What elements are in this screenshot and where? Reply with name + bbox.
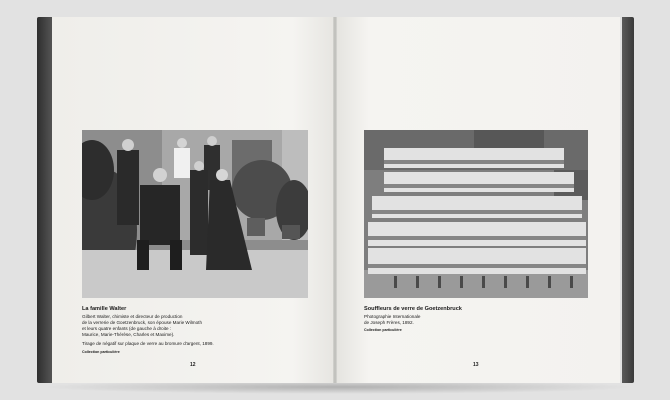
book-cover-right bbox=[622, 17, 634, 383]
book-gutter bbox=[333, 17, 337, 383]
left-caption-line-1: Gilbert Walter, chimiste et directeur de production bbox=[82, 314, 183, 319]
left-caption-line-2: de la verrerie de Goetzenbruck, son épouse Marie Wilmoth bbox=[82, 320, 203, 325]
left-page-number: 12 bbox=[190, 362, 196, 368]
left-caption-title: La famille Walter bbox=[82, 306, 127, 312]
right-page-number: 13 bbox=[473, 362, 479, 368]
family-photo bbox=[82, 130, 308, 298]
right-collection-label: Collection particulière bbox=[364, 328, 402, 332]
open-book bbox=[37, 17, 634, 383]
right-caption-title: Souffleurs de verre de Goetzenbruck bbox=[364, 306, 462, 312]
right-caption-line-1: Photographie Internationale bbox=[364, 314, 421, 319]
left-caption-line-4: Maurice, Marie-Thérèse, Charles et Maxime). bbox=[82, 332, 175, 337]
left-collection-label: Collection particulière bbox=[82, 350, 120, 354]
right-caption-line-2: de Joseph Frères, 1892. bbox=[364, 320, 414, 325]
left-caption-note: Tirage de négatif sur plaque de verre au bromure d'argent, 1899. bbox=[82, 341, 214, 346]
left-caption-line-3: et leurs quatre enfants (de gauche à droite : bbox=[82, 326, 172, 331]
glassblowers-photo bbox=[364, 130, 588, 298]
